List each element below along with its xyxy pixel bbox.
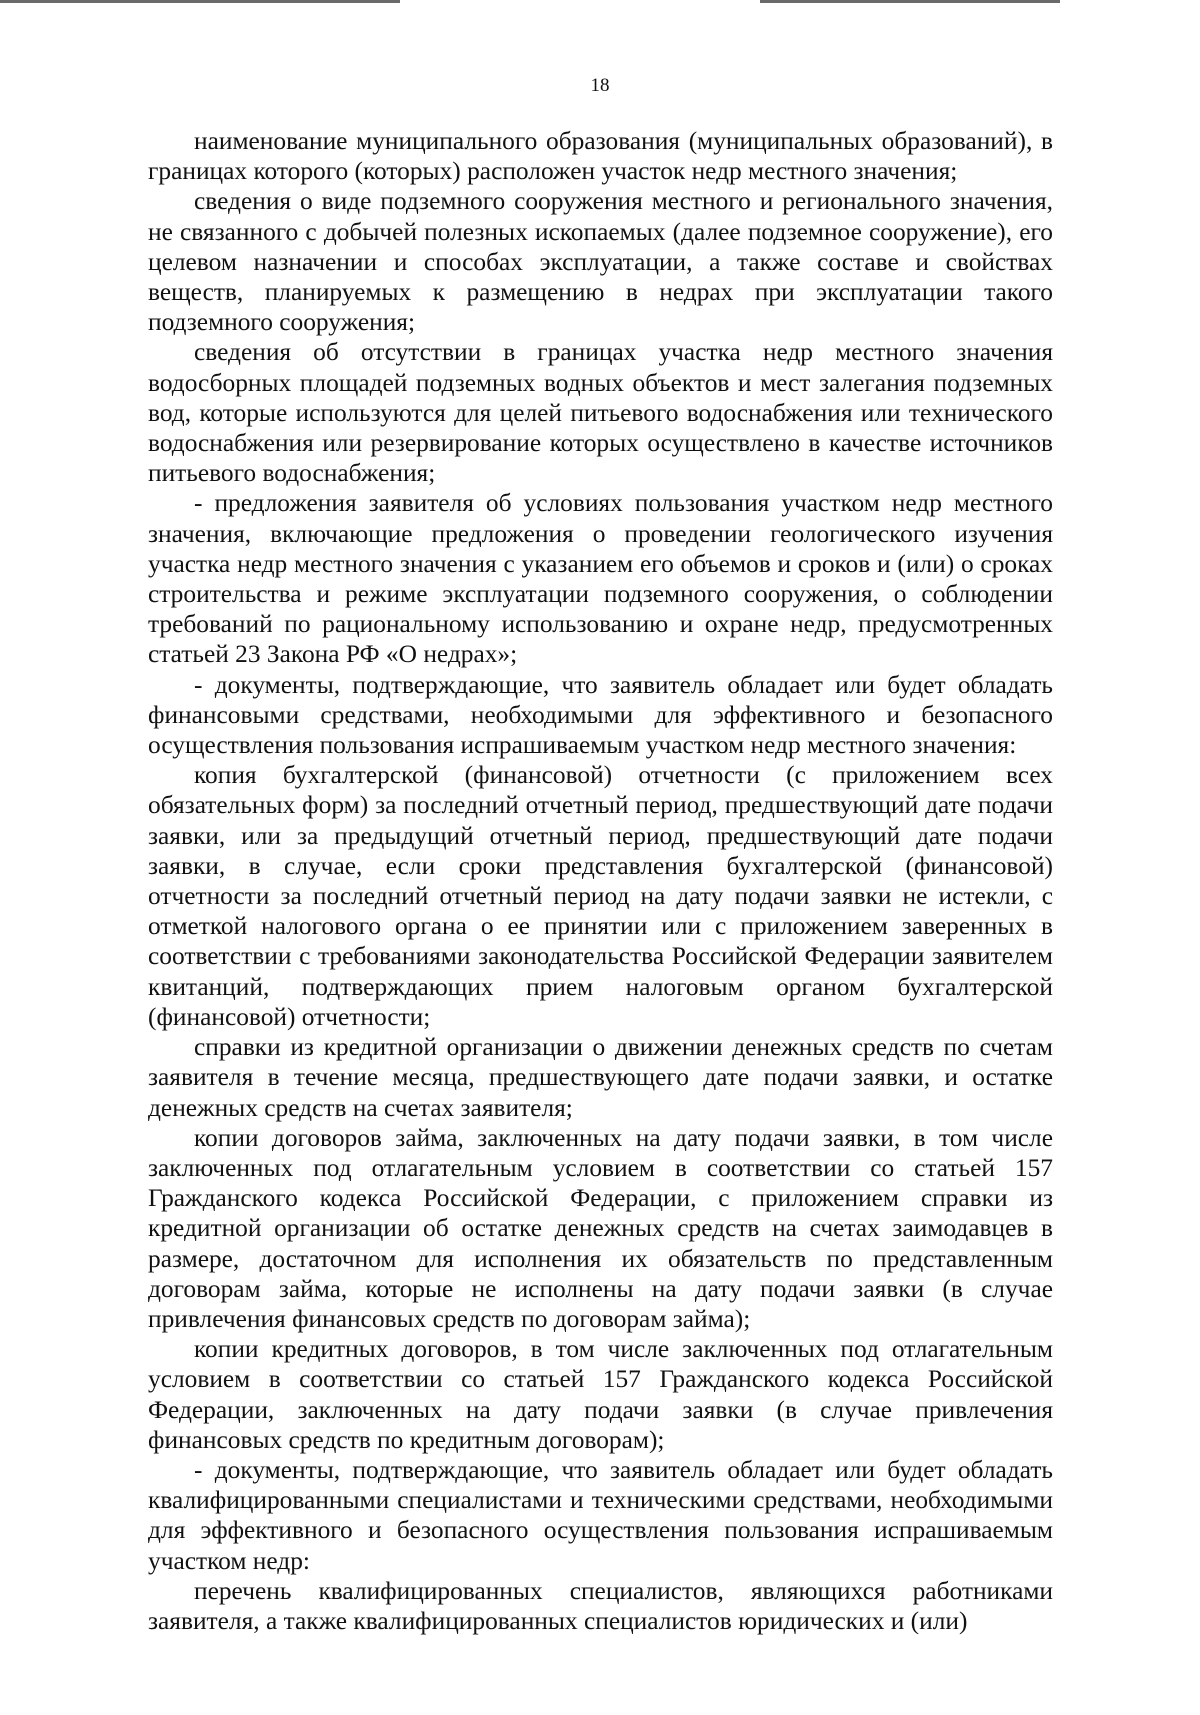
- paragraph-municipality: наименование муниципального образования (муниципальных образований), в границах которого (которых) расположен участок недр местного значения;: [148, 127, 1053, 186]
- scan-edge-right: [760, 0, 1060, 3]
- paragraph-credit-agreements: копии кредитных договоров, в том числе заключенных под отлагательным условием в соответствии со статьей 157 Гражданского кодекса Российской Федерации, заключенных на дату подачи заявки (в случае привлечения финансовых средств по кредитным договорам);: [148, 1335, 1053, 1454]
- paragraph-specialists-list: перечень квалифицированных специалистов, являющихся работниками заявителя, а также квалифицированных специалистов юридических и (или): [148, 1576, 1053, 1635]
- paragraph-financial-documents: - документы, подтверждающие, что заявитель обладает или будет обладать финансовыми средствами, необходимыми для эффективного и безопасного осуществления пользования испрашиваемым участком недр местного значения:: [148, 670, 1053, 760]
- paragraph-accounting-copy: копия бухгалтерской (финансовой) отчетности (с приложением всех обязательных форм) за последний отчетный период, предшествующий дате подачи заявки, или за предыдущий отчетный период, предшествующий дате подачи заявки, в случае, если сроки представления бухгалтерской (финансовой) отчетности за последний отчетный период на дату подачи заявки не истекли, с отметкой налогового органа о ее принятии или с приложением заверенных в соответствии с требованиями законодательства Российской Федерации заявителем квитанций, подтверждающих прием налоговым органом бухгалтерской (финансовой) отчетности;: [148, 761, 1053, 1031]
- paragraph-water-absence: сведения об отсутствии в границах участка недр местного значения водосборных площадей подземных водных объектов и мест залегания подземных вод, которые используются для целей питьевого водоснабжения или технического водоснабжения или резервирование которых осуществлено в качестве источников питьевого водоснабжения;: [148, 338, 1053, 488]
- scan-edge-left: [0, 0, 400, 3]
- paragraph-specialists-documents: - документы, подтверждающие, что заявитель обладает или будет обладать квалифицированными специалистами и техническими средствами, необходимыми для эффективного и безопасного осуществления пользования испрашиваемым участком недр:: [148, 1455, 1053, 1575]
- document-body: [148, 126, 1053, 1636]
- page-number: 18: [590, 75, 610, 96]
- paragraph-usage-proposals: - предложения заявителя об условиях пользования участком недр местного значения, включающие предложения о проведении геологического изучения участка недр местного значения с указанием его объемов и сроков и (или) о сроках строительства и режиме эксплуатации подземного сооружения, о соблюдении требований по рациональному использованию и охране недр, предусмотренных статьей 23 Закона РФ «О недрах»;: [148, 489, 1053, 669]
- paragraph-loan-agreements: копии договоров займа, заключенных на дату подачи заявки, в том числе заключенных под отлагательным условием в соответствии со статьей 157 Гражданского кодекса Российской Федерации, с приложением справки из кредитной организации об остатке денежных средств на счетах заимодавцев в размере, достаточном для исполнения их обязательств по представленным договорам займа, которые не исполнены на дату подачи заявки (в случае привлечения финансовых средств по договорам займа);: [148, 1123, 1053, 1333]
- paragraph-underground-structure: сведения о виде подземного сооружения местного и регионального значения, не связанного с добычей полезных ископаемых (далее подземное сооружение), его целевом назначении и способах эксплуатации, а также составе и свойствах веществ, планируемых к размещению в недрах при эксплуатации такого подземного сооружения;: [148, 187, 1053, 337]
- paragraph-bank-statements: справки из кредитной организации о движении денежных средств по счетам заявителя в течение месяца, предшествующего дате подачи заявки, и остатке денежных средств на счетах заявителя;: [148, 1033, 1053, 1122]
